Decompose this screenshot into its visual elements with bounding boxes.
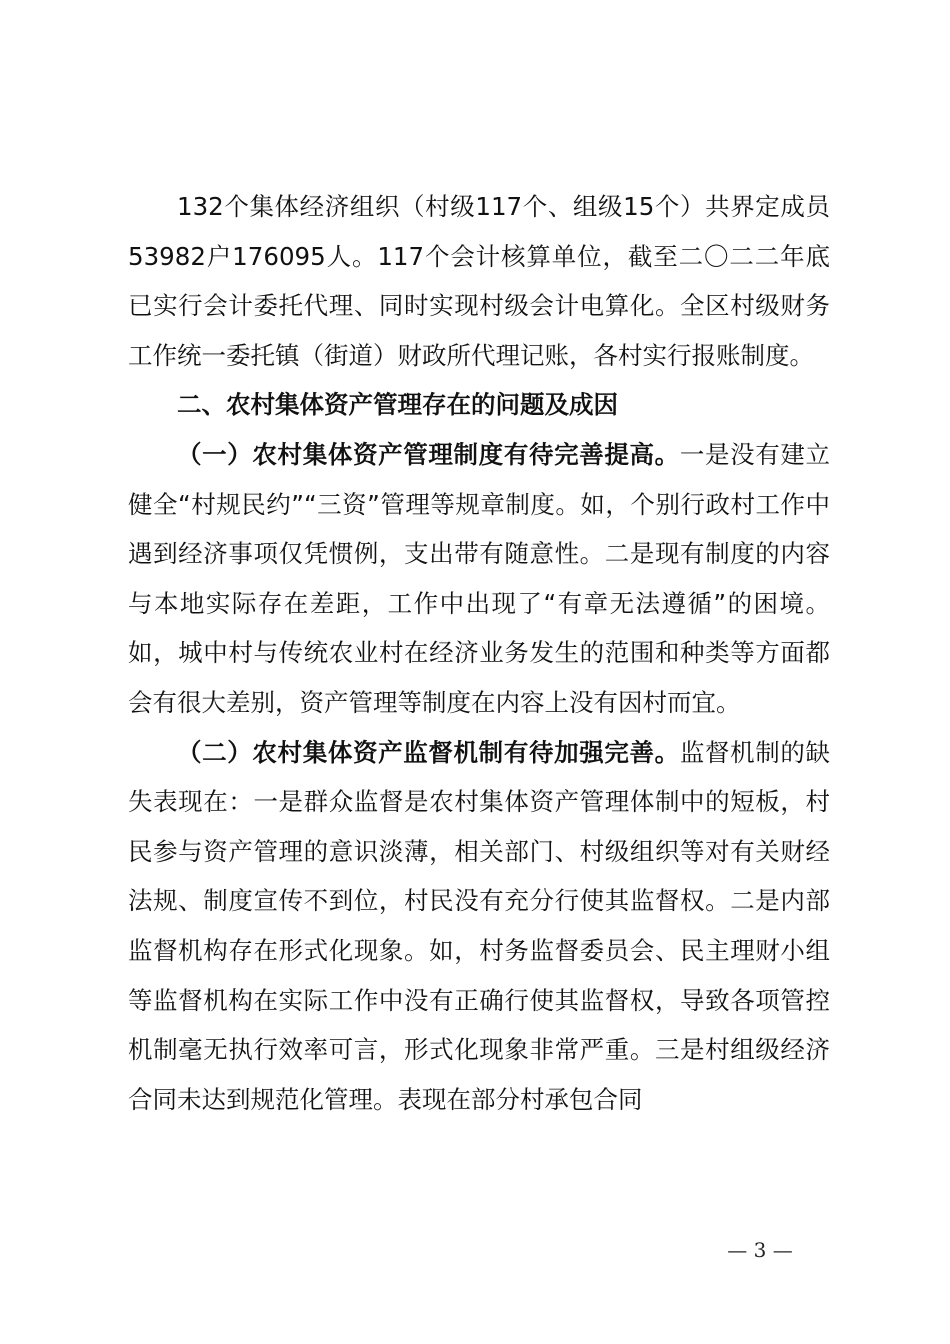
subheading-1: （一）农村集体资产管理制度有待完善提高。: [177, 439, 680, 469]
section-heading-2: 二、农村集体资产管理存在的问题及成因: [177, 390, 618, 420]
paragraph-supervision-text: 监督机制的缺失表现在：一是群众监督是农村集体资产管理体制中的短板，村民参与资产管理的意识淡薄，相关部门、村级组织等对有关财经法规、制度宣传不到位，村民没有充分行使其监督权。二是内部监督机构存在形式化现象。如，村务监督委员会、民主理财小组等监督机构在实际工作中没有正确行使其监督权，导致各项管控机制毫无执行效率可言，形式化现象非常严重。三是村组级经济合同未达到规范化管理。表现在部分村承包合同: [128, 737, 831, 1114]
paragraph-members: 132个集体经济组织（村级117个、组级15个）共界定成员53982户176095人。117个会计核算单位，截至二〇二二年底已实行会计委托代理、同时实现村级会计电算化。全区村级财务工作统一委托镇（街道）财政所代理记账，各村实行报账制度。: [128, 192, 830, 370]
subheading-2: （二）农村集体资产监督机制有待加强完善。: [177, 737, 680, 767]
paragraph-system: [128, 430, 830, 728]
document-body: [128, 182, 830, 1124]
page-number: — 3 —: [727, 1238, 793, 1262]
paragraph-supervision: [128, 728, 830, 1125]
paragraph-system-text: 一是没有建立健全“村规民约”“三资”管理等规章制度。如，个别行政村工作中遇到经济事项仅凭惯例，支出带有随意性。二是现有制度的内容与本地实际存在差距，工作中出现了“有章无法遵循”的困境。如，城中村与传统农业村在经济业务发生的范围和种类等方面都会有很大差别，资产管理等制度在内容上没有因村而宜。: [128, 439, 831, 717]
